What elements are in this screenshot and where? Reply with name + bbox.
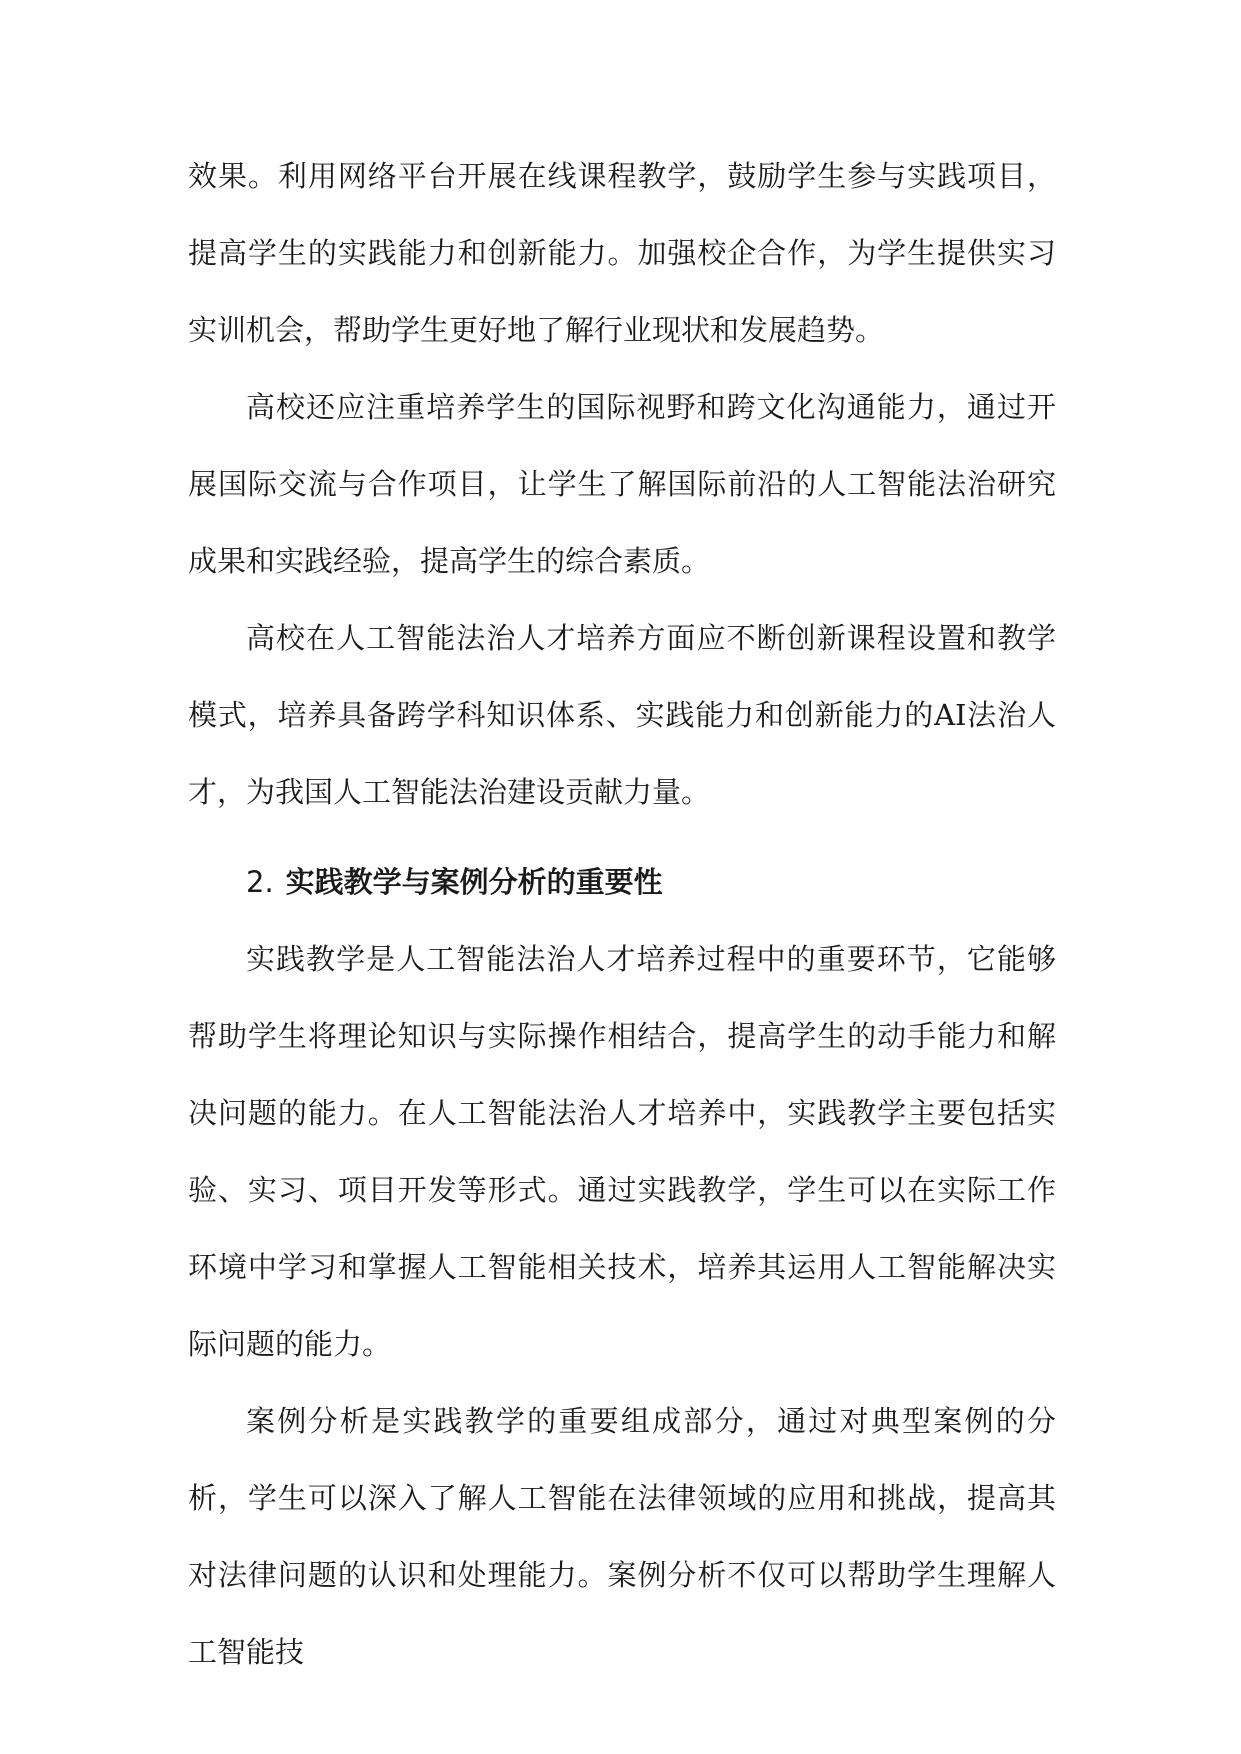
section-heading [188, 844, 1056, 921]
paragraph-curriculum-innovation: 高校在人工智能法治人才培养方面应不断创新课程设置和教学模式，培养具备跨学科知识体系、实践能力和创新能力的AI法治人才，为我国人工智能法治建设贡献力量。 [188, 621, 1056, 809]
paragraph-practical-teaching: 实践教学是人工智能法治人才培养过程中的重要环节，它能够帮助学生将理论知识与实际操作相结合，提高学生的动手能力和解决问题的能力。在人工智能法治人才培养中，实践教学主要包括实验、实习、项目开发等形式。通过实践教学，学生可以在实际工作环境中学习和掌握人工智能相关技术，培养其运用人工智能解决实际问题的能力。 [188, 942, 1056, 1361]
section-number: 2. [246, 865, 274, 899]
document-page [188, 138, 1056, 1691]
paragraph-continuation: 效果。利用网络平台开展在线课程教学，鼓励学生参与实践项目，提高学生的实践能力和创新能力。加强校企合作，为学生提供实习实训机会，帮助学生更好地了解行业现状和发展趋势。 [188, 159, 1056, 347]
section-title: 实践教学与案例分析的重要性 [285, 865, 663, 899]
paragraph-case-analysis: 案例分析是实践教学的重要组成部分，通过对典型案例的分析，学生可以深入了解人工智能在法律领域的应用和挑战，提高其对法律问题的认识和处理能力。案例分析不仅可以帮助学生理解人工智能技 [188, 1404, 1056, 1669]
paragraph-international-vision: 高校还应注重培养学生的国际视野和跨文化沟通能力，通过开展国际交流与合作项目，让学生了解国际前沿的人工智能法治研究成果和实践经验，提高学生的综合素质。 [188, 390, 1056, 578]
